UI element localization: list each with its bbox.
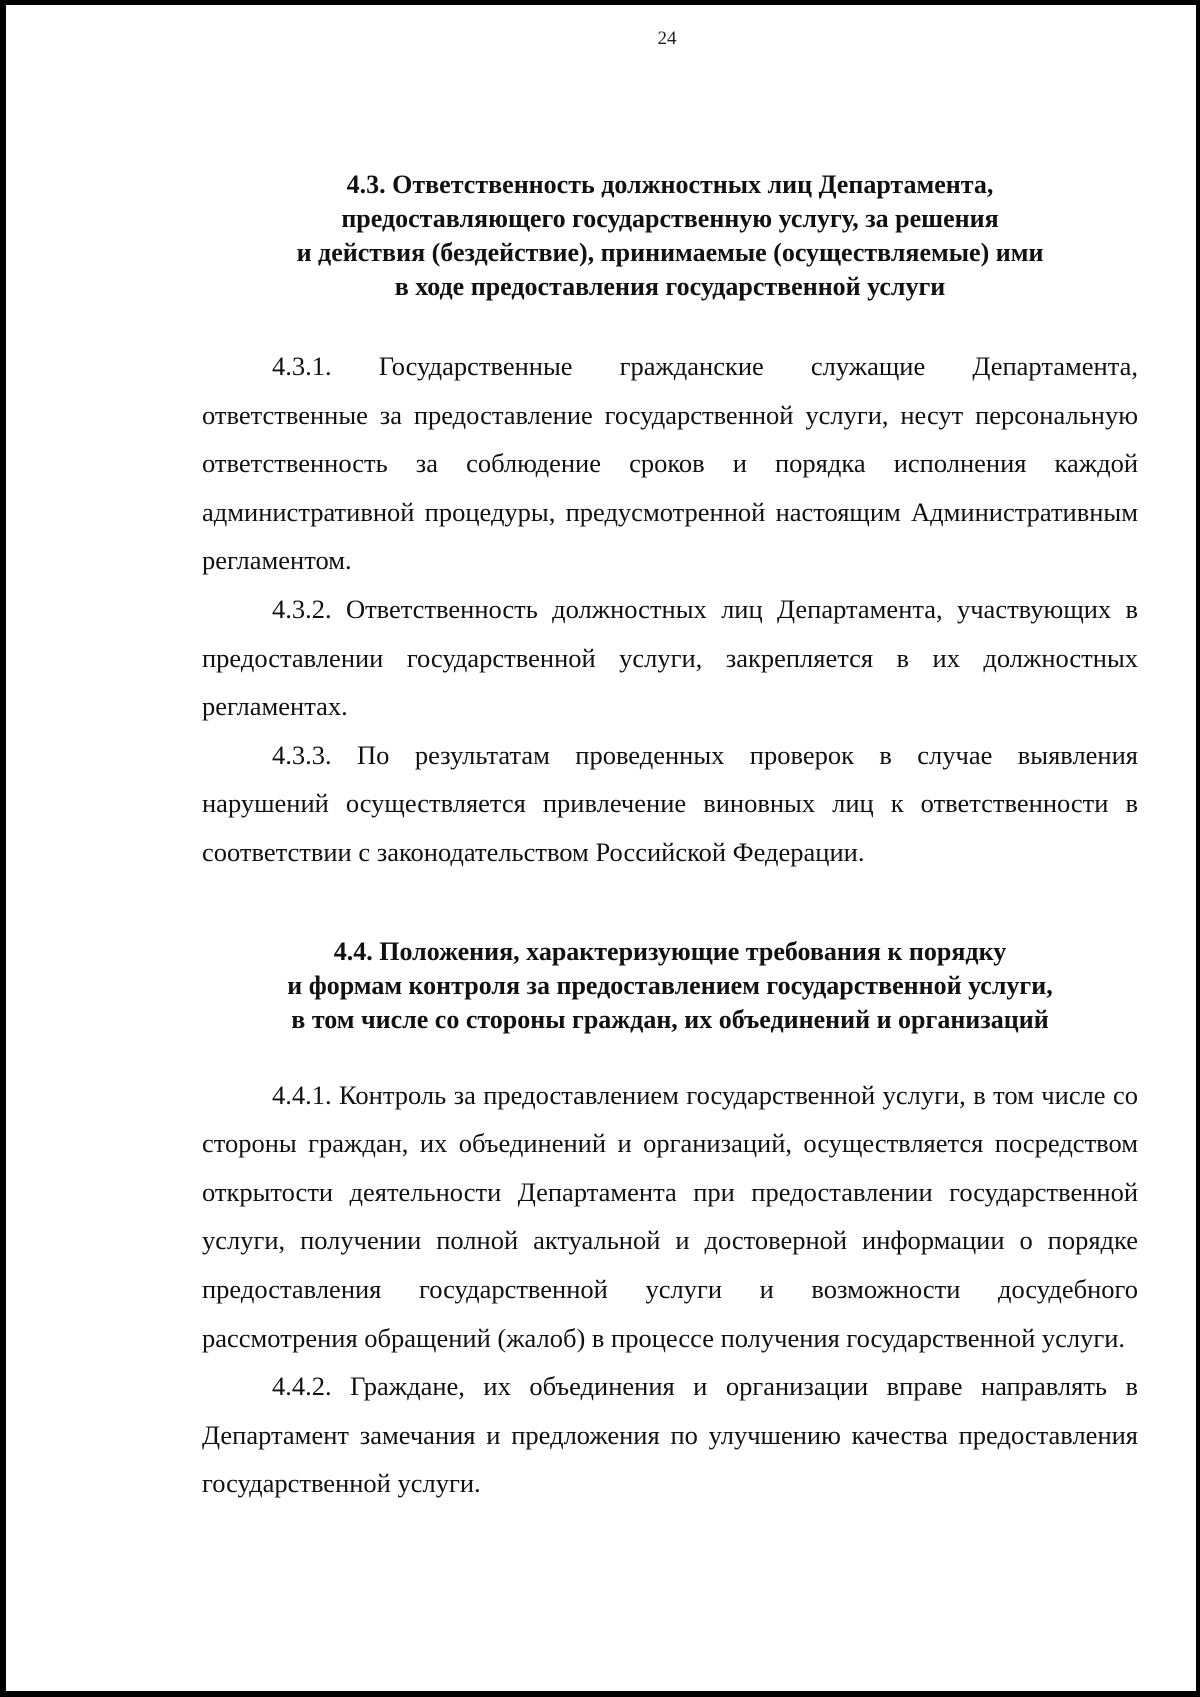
- spacer: [202, 1037, 1138, 1071]
- section-4-3-title-line: 4.3. Ответственность должностных лиц Департамента,: [346, 170, 994, 199]
- section-4-3-title-line: предоставляющего государственную услугу, за решения: [341, 204, 999, 233]
- section-4-4-title: [202, 935, 1138, 1037]
- section-4-4-title-line: 4.4. Положения, характеризующие требования к порядку: [333, 936, 1007, 966]
- paragraph-4-3-2: 4.3.2. Ответственность должностных лиц Департамента, участвующих в предоставлении государственной услуги, закрепляется в их должностных регламентах.: [202, 593, 1138, 722]
- section-4-4-title-line: в том числе со стороны граждан, их объединений и организаций: [291, 1004, 1049, 1034]
- paragraph-4-4-2: 4.4.2. Граждане, их объединения и организации вправе направлять в Департамент замечания и предложения по улучшению качества предоставления государственной услуги.: [202, 1371, 1138, 1499]
- paragraph-4-4-1: 4.4.1. Контроль за предоставлением государственной услуги, в том числе со стороны граждан, их объединений и организаций, осуществляется посредством открытости деятельности Департамента при предоставлении государственной услуги, получении полной актуальной и достоверной информации о порядке предоставления государственной услуги и возможности досудебного рассмотрения обращений (жалоб) в процессе получения государственной услуги.: [202, 1079, 1138, 1353]
- spacer: [202, 304, 1138, 342]
- paragraph-4-3-1: 4.3.1. Государственные гражданские служащие Департамента, ответственные за предоставление государственной услуги, несут персональную ответственность за соблюдение сроков и порядка исполнения каждой административной процедуры, предусмотренной настоящим Административным регламентом.: [202, 351, 1138, 576]
- spacer: [202, 877, 1138, 935]
- section-4-4-title-line: и формам контроля за предоставлением государственной услуги,: [287, 970, 1053, 1000]
- paragraph-4-3-3: 4.3.3. По результатам проведенных проверок в случае выявления нарушений осуществляется привлечение виновных лиц к ответственности в соответствии с законодательством Российской Федерации.: [202, 739, 1138, 867]
- section-4-3-title-line: и действия (бездействие), принимаемые (осуществляемые) ими: [296, 238, 1044, 267]
- page-number: 24: [657, 28, 677, 49]
- section-4-3-title: [202, 168, 1138, 304]
- section-4-3-title-line: в ходе предоставления государственной услуги: [394, 272, 946, 301]
- document-body: [202, 168, 1138, 1508]
